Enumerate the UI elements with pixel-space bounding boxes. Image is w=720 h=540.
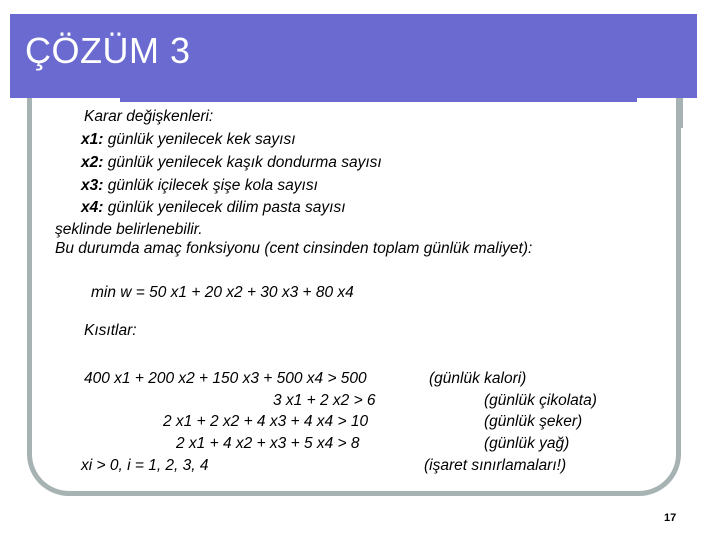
constraint-note: (günlük kalori) [429, 370, 527, 387]
variable-name: x4: [81, 199, 104, 216]
variable-x4 [81, 199, 346, 217]
constraint-expr: 2 x1 + 4 x2 + x3 + 5 x4 > 8 [176, 435, 360, 452]
page-number: 17 [664, 512, 677, 524]
objective-function: min w = 50 x1 + 20 x2 + 30 x3 + 80 x4 [91, 284, 354, 301]
constraint-expr: 3 x1 + 2 x2 > 6 [273, 392, 376, 409]
constraint-note: (günlük şeker) [484, 413, 583, 430]
constraint-expr: xi > 0, i = 1, 2, 3, 4 [81, 457, 209, 474]
variable-x3 [81, 177, 318, 195]
variable-desc: günlük yenilecek kaşık dondurma sayısı [103, 154, 382, 171]
variable-desc: günlük içilecek şişe kola sayısı [103, 177, 318, 194]
constraints-heading: Kısıtlar: [84, 322, 137, 339]
frame-corner [678, 98, 683, 128]
variable-name: x1: [81, 131, 104, 148]
constraint-note: (işaret sınırlamaları!) [424, 457, 567, 474]
variable-x2 [81, 154, 382, 172]
constraint-expr: 2 x1 + 2 x2 + 4 x3 + 4 x4 > 10 [163, 413, 369, 430]
variables-heading: Karar değişkenleri: [84, 108, 214, 125]
variable-desc: günlük yenilecek dilim pasta sayısı [103, 199, 346, 216]
title-underline [120, 98, 637, 102]
slide-title: ÇÖZÜM 3 [25, 30, 191, 71]
variable-x1 [81, 131, 296, 149]
objective-intro: Bu durumda amaç fonksiyonu (cent cinsinden toplam günlük maliyet): [55, 240, 533, 257]
constraint-note: (günlük çikolata) [484, 392, 597, 409]
variables-footer: şeklinde belirlenebilir. [55, 221, 203, 238]
variable-name: x2: [81, 154, 104, 171]
constraint-expr: 400 x1 + 200 x2 + 150 x3 + 500 x4 > 500 [84, 370, 367, 387]
variable-name: x3: [81, 177, 104, 194]
constraint-note: (günlük yağ) [484, 435, 570, 452]
variable-desc: günlük yenilecek kek sayısı [103, 131, 296, 148]
